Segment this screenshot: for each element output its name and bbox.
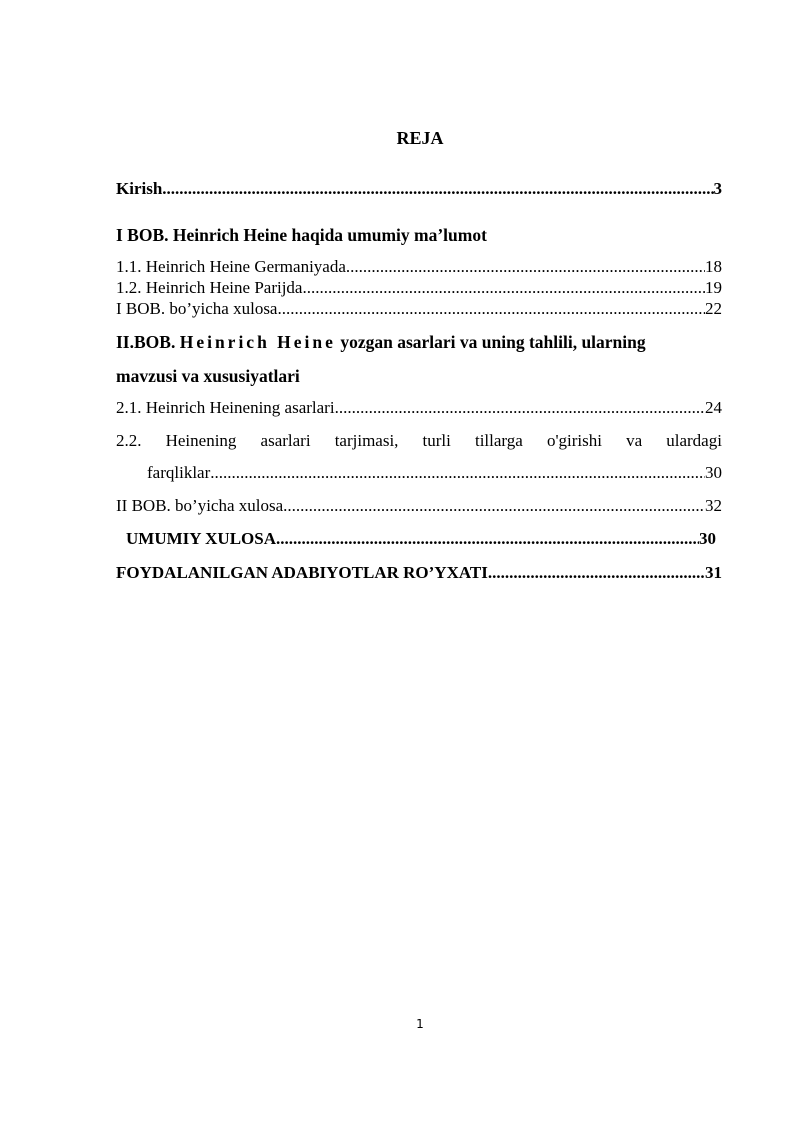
toc-word: tillarga — [474, 431, 523, 450]
toc-word: Heinening — [165, 431, 237, 450]
toc-entry-label: FOYDALANILGAN ADABIYOTLAR RO’YXATI — [116, 563, 488, 582]
toc-entry-kirish[interactable] — [116, 178, 722, 200]
toc-page-number: 24 — [705, 398, 722, 417]
toc-entry-chapter1-conclusion[interactable] — [116, 298, 722, 320]
toc-entry-label: II BOB. bo’yicha xulosa — [116, 496, 284, 515]
toc-entry-label: 1.2. Heinrich Heine Parijda — [116, 278, 303, 297]
toc-leader-dots — [346, 256, 705, 278]
toc-page-number: 32 — [705, 496, 722, 515]
page-title: REJA — [396, 128, 444, 148]
toc-entry-label: farqliklar — [147, 463, 211, 482]
chapter2-heading-rest: yozgan asarlari va uning tahlili, ularning — [340, 332, 646, 352]
toc-page-number: 19 — [705, 278, 722, 297]
chapter2-heading-prefix: II.BOB. — [116, 332, 176, 352]
toc-entry-2-1[interactable] — [116, 397, 722, 419]
toc-leader-dots — [283, 495, 705, 517]
chapter1-heading[interactable]: I BOB. Heinrich Heine haqida umumiy ma’lumot — [116, 225, 487, 245]
chapter2-heading[interactable] — [116, 331, 722, 353]
toc-leader-dots — [302, 277, 705, 299]
toc-page-number: 22 — [705, 299, 722, 318]
toc-leader-dots — [335, 397, 705, 419]
toc-leader-dots — [488, 562, 705, 584]
toc-entry-label: Kirish — [116, 179, 163, 198]
toc-leader-dots — [276, 528, 699, 550]
toc-page-number: 30 — [699, 529, 716, 548]
toc-word: o'girishi — [546, 431, 602, 450]
toc-entry-label: I BOB. bo’yicha xulosa — [116, 299, 278, 318]
toc-page-number: 30 — [705, 463, 722, 482]
toc-leader-dots — [210, 462, 705, 484]
toc-entry-1-1[interactable] — [116, 256, 722, 278]
toc-entry-chapter2-conclusion[interactable] — [116, 495, 722, 517]
toc-entry-references[interactable] — [116, 562, 722, 584]
toc-word: va — [626, 431, 643, 450]
toc-entry-2-2-continuation[interactable] — [147, 462, 722, 484]
toc-word: 2.2. — [116, 431, 142, 450]
toc-entry-label: UMUMIY XULOSA — [126, 529, 277, 548]
toc-entry-2-2[interactable] — [116, 430, 722, 452]
toc-page-number: 31 — [705, 563, 722, 582]
chapter2-heading-name: Heinrich Heine — [179, 332, 336, 352]
toc-word: turli — [422, 431, 451, 450]
chapter2-heading-line2[interactable]: mavzusi va xususiyatlari — [116, 366, 300, 386]
toc-leader-dots — [162, 178, 713, 200]
toc-leader-dots — [277, 298, 705, 320]
toc-word: asarlari — [260, 431, 311, 450]
toc-word: ulardagi — [666, 431, 722, 450]
toc-page-number: 18 — [705, 257, 722, 276]
toc-entry-label: 2.1. Heinrich Heinening asarlari — [116, 398, 335, 417]
toc-entry-label: 1.1. Heinrich Heine Germaniyada — [116, 257, 346, 276]
toc-entry-1-2[interactable] — [116, 277, 722, 299]
toc-word: tarjimasi, — [334, 431, 399, 450]
toc-entry-summary[interactable] — [126, 528, 716, 550]
toc-page-number: 3 — [713, 179, 722, 198]
page-number: 1 — [416, 1017, 424, 1031]
